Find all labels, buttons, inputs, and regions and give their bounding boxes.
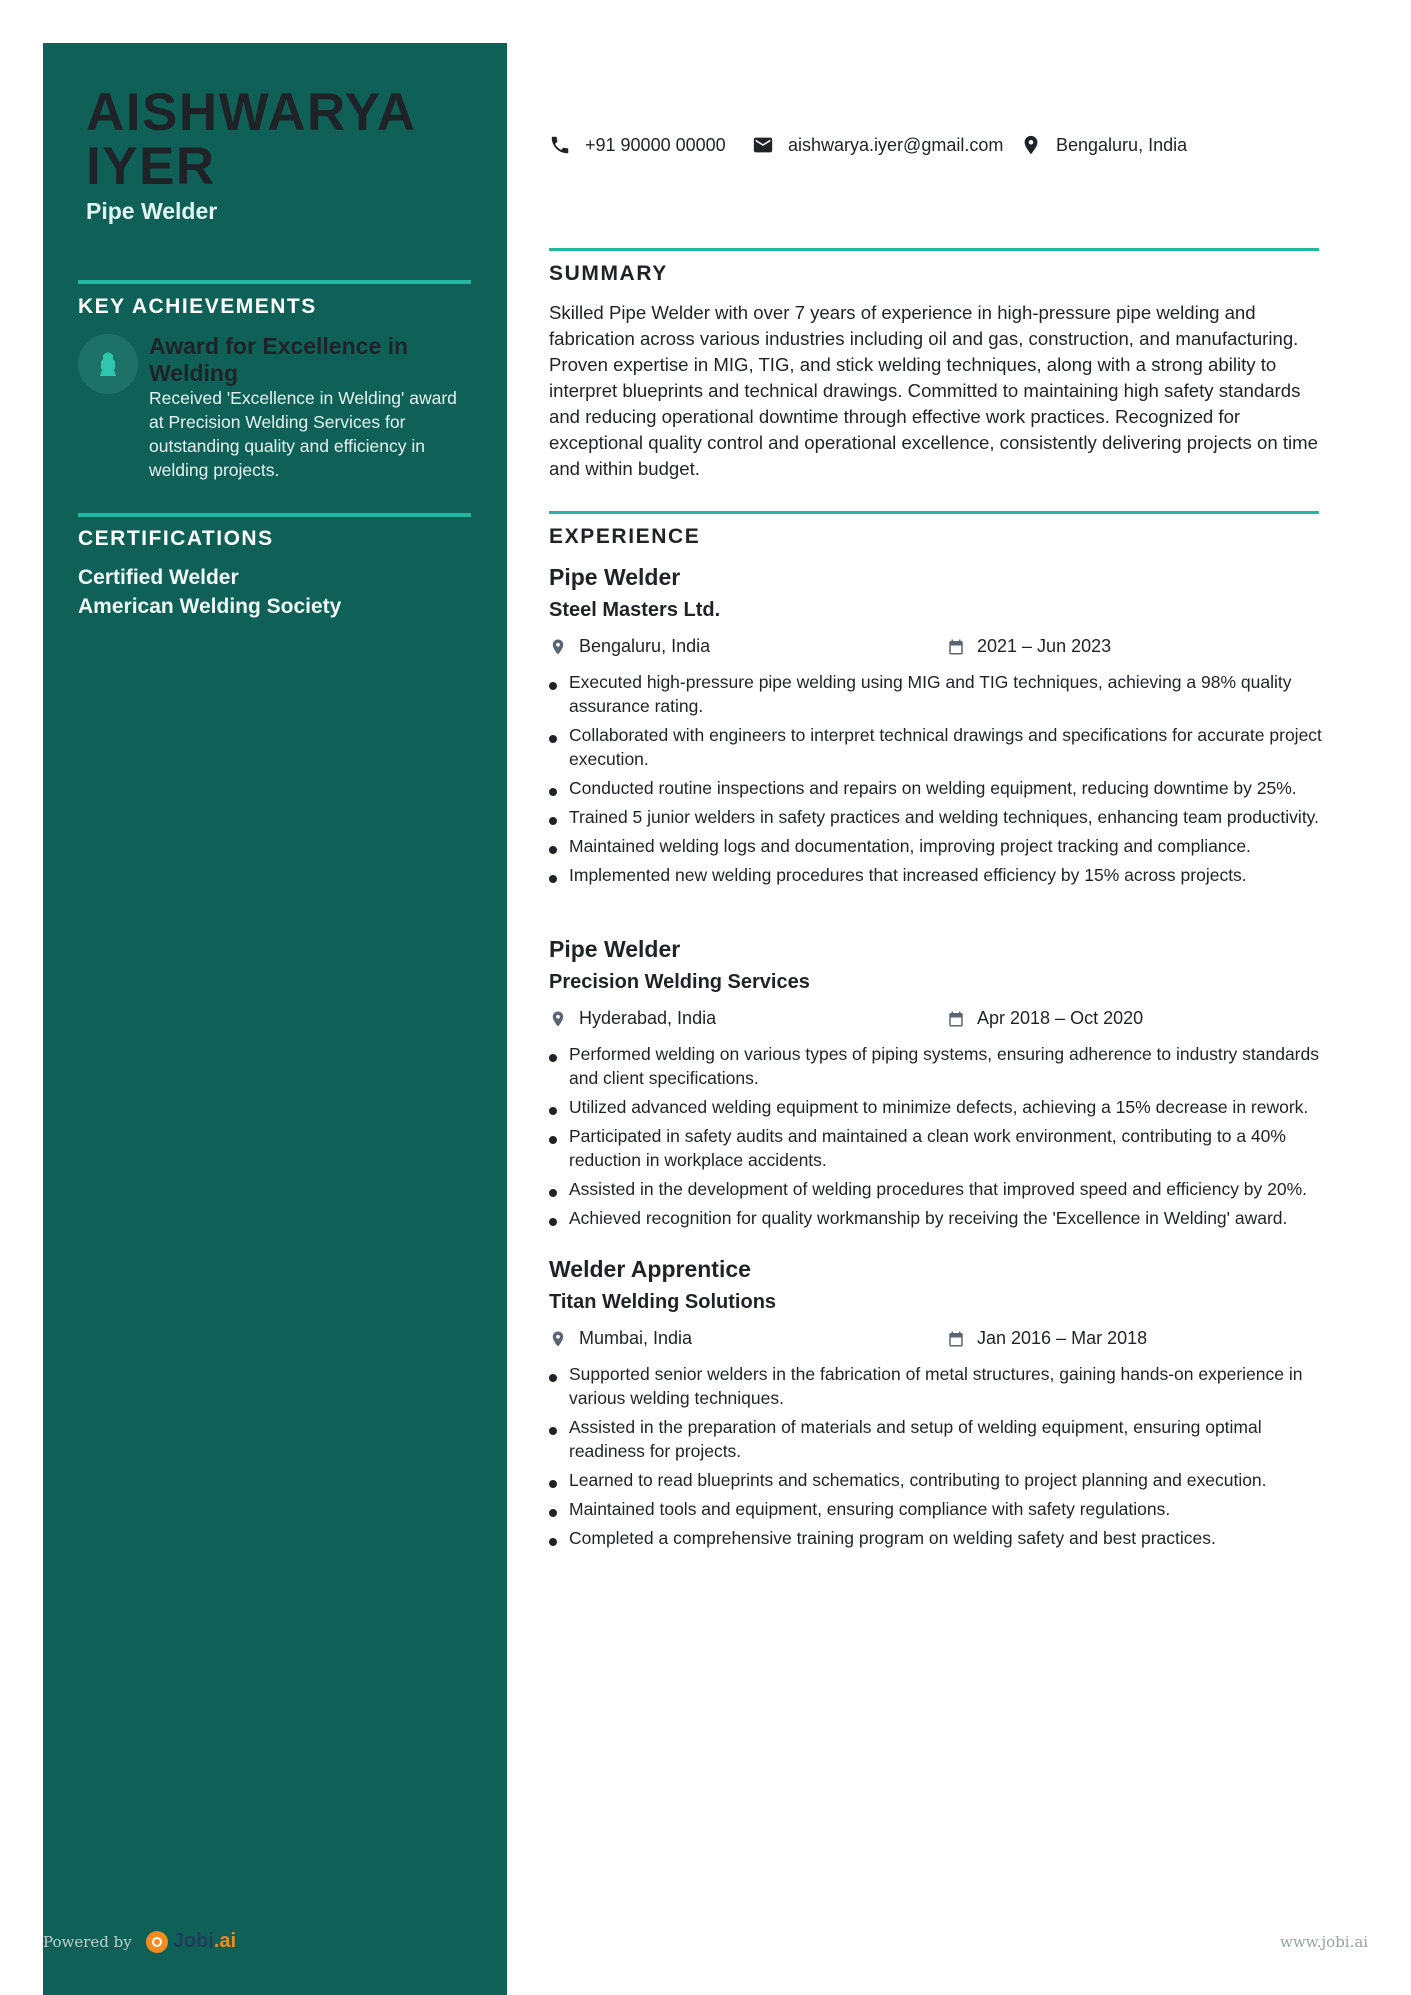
- last-name: IYER: [86, 137, 216, 196]
- bullet-item: Learned to read blueprints and schematics, contributing to project planning and execution.: [549, 1468, 1324, 1492]
- key-achievements-heading: KEY ACHIEVEMENTS: [78, 295, 317, 318]
- section-divider: [549, 248, 1319, 251]
- award-icon: [78, 334, 138, 394]
- job-location-text: Hyderabad, India: [579, 1008, 717, 1028]
- company-name: Precision Welding Services: [549, 971, 810, 993]
- powered-by: [43, 1930, 236, 1953]
- contact-location: [1020, 130, 1187, 160]
- candidate-name: [86, 83, 446, 196]
- company-name: Steel Masters Ltd.: [549, 599, 721, 621]
- summary-heading: SUMMARY: [549, 262, 668, 285]
- experience-heading: EXPERIENCE: [549, 525, 701, 548]
- powered-by-label: Powered by: [43, 1932, 132, 1951]
- company-name: Titan Welding Solutions: [549, 1291, 777, 1313]
- contact-email[interactable]: [752, 130, 1003, 160]
- phone-icon: [549, 134, 571, 156]
- job-meta: [549, 1008, 1324, 1034]
- calendar-icon: [947, 1010, 965, 1028]
- position-title: Pipe Welder: [549, 936, 681, 962]
- job-dates-text: 2021 – Jun 2023: [977, 636, 1112, 656]
- bullet-list: [549, 670, 1324, 887]
- first-name: AISHWARYA: [86, 83, 417, 142]
- section-divider: [78, 513, 471, 517]
- website-link[interactable]: www.jobi.ai: [1280, 1933, 1369, 1951]
- summary-text: Skilled Pipe Welder with over 7 years of experience in high-pressure pipe welding and fabrication across various industries including oil and gas, construction, and manufacturing. Proven expertise in MIG, TIG, and stick welding techniques, along with a strong ability to interpret blueprints and technical drawings. Committed to maintaining high safety standards and reducing operational downtime through effective work practices. Recognized for exceptional quality control and operational excellence, consistently delivering projects on time and within budget.: [549, 302, 1318, 479]
- bullet-item: Conducted routine inspections and repairs on welding equipment, reducing downtime by 25%.: [549, 776, 1324, 800]
- location-pin-icon: [549, 637, 567, 657]
- job-dates: [947, 1328, 1147, 1349]
- job-location-text: Bengaluru, India: [579, 636, 711, 656]
- job-location: [549, 1008, 716, 1029]
- job-title: Pipe Welder: [86, 198, 218, 224]
- position-title: Pipe Welder: [549, 564, 681, 590]
- email-text: aishwarya.iyer@gmail.com: [788, 134, 1004, 155]
- job-meta: [549, 636, 1324, 662]
- bullet-item: Collaborated with engineers to interpret technical drawings and specifications for accurate project execution.: [549, 723, 1324, 771]
- bullet-item: Assisted in the development of welding procedures that improved speed and efficiency by 20%.: [549, 1177, 1324, 1201]
- experience-entry: [549, 1255, 1324, 1555]
- calendar-icon: [947, 638, 965, 656]
- brand-name: Jobi: [172, 1930, 214, 1952]
- job-dates-text: Apr 2018 – Oct 2020: [977, 1008, 1144, 1028]
- contact-phone[interactable]: [549, 130, 726, 160]
- job-dates: [947, 1008, 1143, 1029]
- location-pin-icon: [549, 1009, 567, 1029]
- brand-suffix: .ai: [213, 1930, 237, 1952]
- bullet-item: Utilized advanced welding equipment to minimize defects, achieving a 15% decrease in rework.: [549, 1095, 1324, 1119]
- bullet-item: Performed welding on various types of piping systems, ensuring adherence to industry standards and client specifications.: [549, 1042, 1324, 1090]
- bullet-item: Participated in safety audits and maintained a clean work environment, contributing to a 40% reduction in workplace accidents.: [549, 1124, 1324, 1172]
- experience-entry: [549, 935, 1324, 1235]
- job-meta: [549, 1328, 1324, 1354]
- certification-item: American Welding Society: [78, 595, 342, 618]
- bullet-item: Assisted in the preparation of materials and setup of welding equipment, ensuring optimal readiness for projects.: [549, 1415, 1324, 1463]
- bullet-item: Maintained tools and equipment, ensuring compliance with safety regulations.: [549, 1497, 1324, 1521]
- bullet-item: Supported senior welders in the fabrication of metal structures, gaining hands-on experience in various welding techniques.: [549, 1362, 1324, 1410]
- bullet-item: Maintained welding logs and documentation, improving project tracking and compliance.: [549, 834, 1324, 858]
- job-location-text: Mumbai, India: [579, 1328, 693, 1348]
- section-divider: [549, 511, 1319, 514]
- email-icon: [752, 134, 774, 156]
- jobi-logo-icon: [146, 1931, 168, 1953]
- bullet-item: Trained 5 junior welders in safety practices and welding techniques, enhancing team productivity.: [549, 805, 1324, 829]
- job-location: [549, 636, 710, 657]
- bullet-list: [549, 1042, 1324, 1230]
- achievement-description: Received 'Excellence in Welding' award at Precision Welding Services for outstanding quality and efficiency in welding projects.: [149, 388, 457, 480]
- achievement-title: Award for Excellence in Welding: [149, 333, 409, 386]
- location-text: Bengaluru, India: [1056, 134, 1188, 155]
- location-pin-icon: [549, 1329, 567, 1349]
- job-dates-text: Jan 2016 – Mar 2018: [977, 1328, 1148, 1348]
- calendar-icon: [947, 1330, 965, 1348]
- location-pin-icon: [1020, 134, 1042, 156]
- experience-entry: [549, 563, 1324, 892]
- job-dates: [947, 636, 1111, 657]
- bullet-list: [549, 1362, 1324, 1550]
- section-divider: [78, 280, 471, 284]
- bullet-item: Executed high-pressure pipe welding using MIG and TIG techniques, achieving a 98% quality assurance rating.: [549, 670, 1324, 718]
- job-location: [549, 1328, 692, 1349]
- bullet-item: Completed a comprehensive training program on welding safety and best practices.: [549, 1526, 1324, 1550]
- bullet-item: Implemented new welding procedures that increased efficiency by 15% across projects.: [549, 863, 1324, 887]
- certification-item: Certified Welder: [78, 566, 239, 589]
- certifications-heading: CERTIFICATIONS: [78, 527, 274, 550]
- position-title: Welder Apprentice: [549, 1256, 751, 1282]
- bullet-item: Achieved recognition for quality workmanship by receiving the 'Excellence in Welding' award.: [549, 1206, 1324, 1230]
- phone-text: +91 90000 00000: [585, 134, 726, 155]
